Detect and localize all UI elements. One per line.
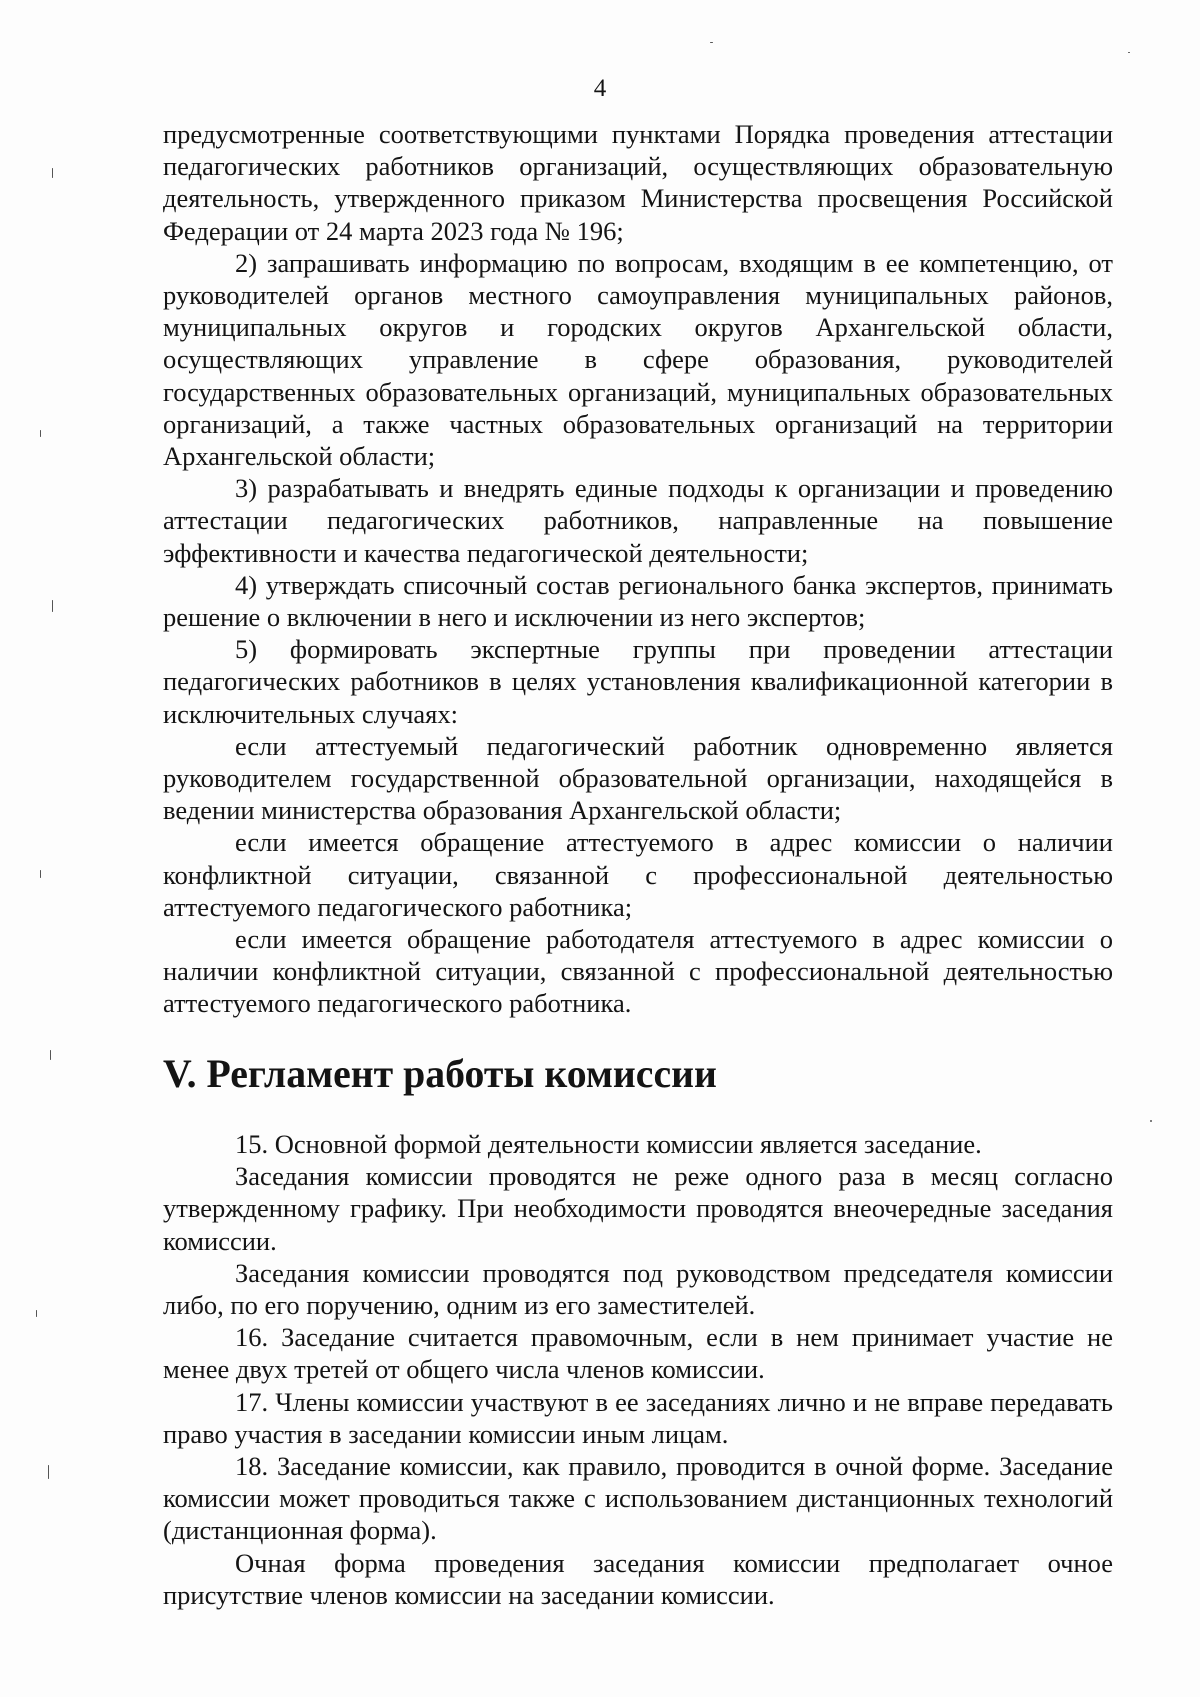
scan-speck [1128, 52, 1130, 53]
scan-speck [40, 870, 41, 878]
paragraph: 5) формировать экспертные группы при проведении аттестации педагогических работников в целях установления квалификационной категории в исключительных случаях: [163, 634, 1113, 729]
paragraph: Заседания комиссии проводятся не реже одного раза в месяц согласно утвержденному графику. При необходимости проводятся внеочередные заседания комиссии. [163, 1161, 1113, 1256]
paragraph: 3) разрабатывать и внедрять единые подходы к организации и проведению аттестации педагогических работников, направленные на повышение эффективности и качества педагогической деятельности; [163, 473, 1113, 568]
page-number: 4 [593, 75, 607, 102]
paragraph: 15. Основной формой деятельности комиссии является заседание. [235, 1128, 982, 1159]
paragraph: 2) запрашивать информацию по вопросам, входящим в ее компетенцию, от руководителей органов местного самоуправления муниципальных районов, муниципальных округов и городских округов Архангельской области, осуществляющих управление в сфере образования, руководителей государственных образовательных организаций, муниципальных образовательных организаций, а также частных образовательных организаций на территории Архангельской области; [163, 247, 1113, 472]
document-body [163, 118, 1113, 1611]
scan-speck [710, 42, 713, 43]
paragraph: если имеется обращение аттестуемого в адрес комиссии о наличии конфликтной ситуации, связанной с профессиональной деятельностью аттестуемого педагогического работника; [163, 827, 1113, 922]
paragraph: 16. Заседание считается правомочным, если в нем принимает участие не менее двух третей от общего числа членов комиссии. [163, 1322, 1113, 1385]
scan-speck [40, 430, 41, 437]
paragraph: предусмотренные соответствующими пунктами Порядка проведения аттестации педагогических работников организаций, осуществляющих образовательную деятельность, утвержденного приказом Министерства просвещения Российской Федерации от 24 марта 2023 года № 196; [163, 119, 1113, 246]
paragraph: Очная форма проведения заседания комиссии предполагает очное присутствие членов комиссии на заседании комиссии. [163, 1547, 1113, 1610]
paragraph: 17. Члены комиссии участвуют в ее заседаниях лично и не вправе передавать право участия в заседании комиссии иным лицам. [163, 1386, 1113, 1449]
scan-speck [50, 1050, 51, 1060]
scan-speck [36, 1310, 37, 1317]
paragraph: если имеется обращение работодателя аттестуемого в адрес комиссии о наличии конфликтной ситуации, связанной с профессиональной деятельностью аттестуемого педагогического работника. [163, 924, 1113, 1019]
paragraph: если аттестуемый педагогический работник одновременно является руководителем государственной образовательной организации, находящейся в ведении министерства образования Архангельской области; [163, 730, 1113, 826]
scan-speck [52, 168, 53, 178]
section-heading: V. Регламент работы комиссии [163, 1051, 717, 1096]
scan-speck [52, 600, 53, 612]
paragraph: 4) утверждать списочный состав регионального банка экспертов, принимать решение о включении в него и исключении из него экспертов; [163, 569, 1113, 633]
paragraph: 18. Заседание комиссии, как правило, проводится в очной форме. Заседание комиссии может проводиться также с использованием дистанционных технологий (дистанционная форма). [163, 1450, 1113, 1546]
scan-speck [48, 1465, 49, 1479]
paragraph: Заседания комиссии проводятся под руководством председателя комиссии либо, по его поручению, одним из его заместителей. [163, 1257, 1113, 1320]
scan-speck [1150, 1120, 1152, 1122]
